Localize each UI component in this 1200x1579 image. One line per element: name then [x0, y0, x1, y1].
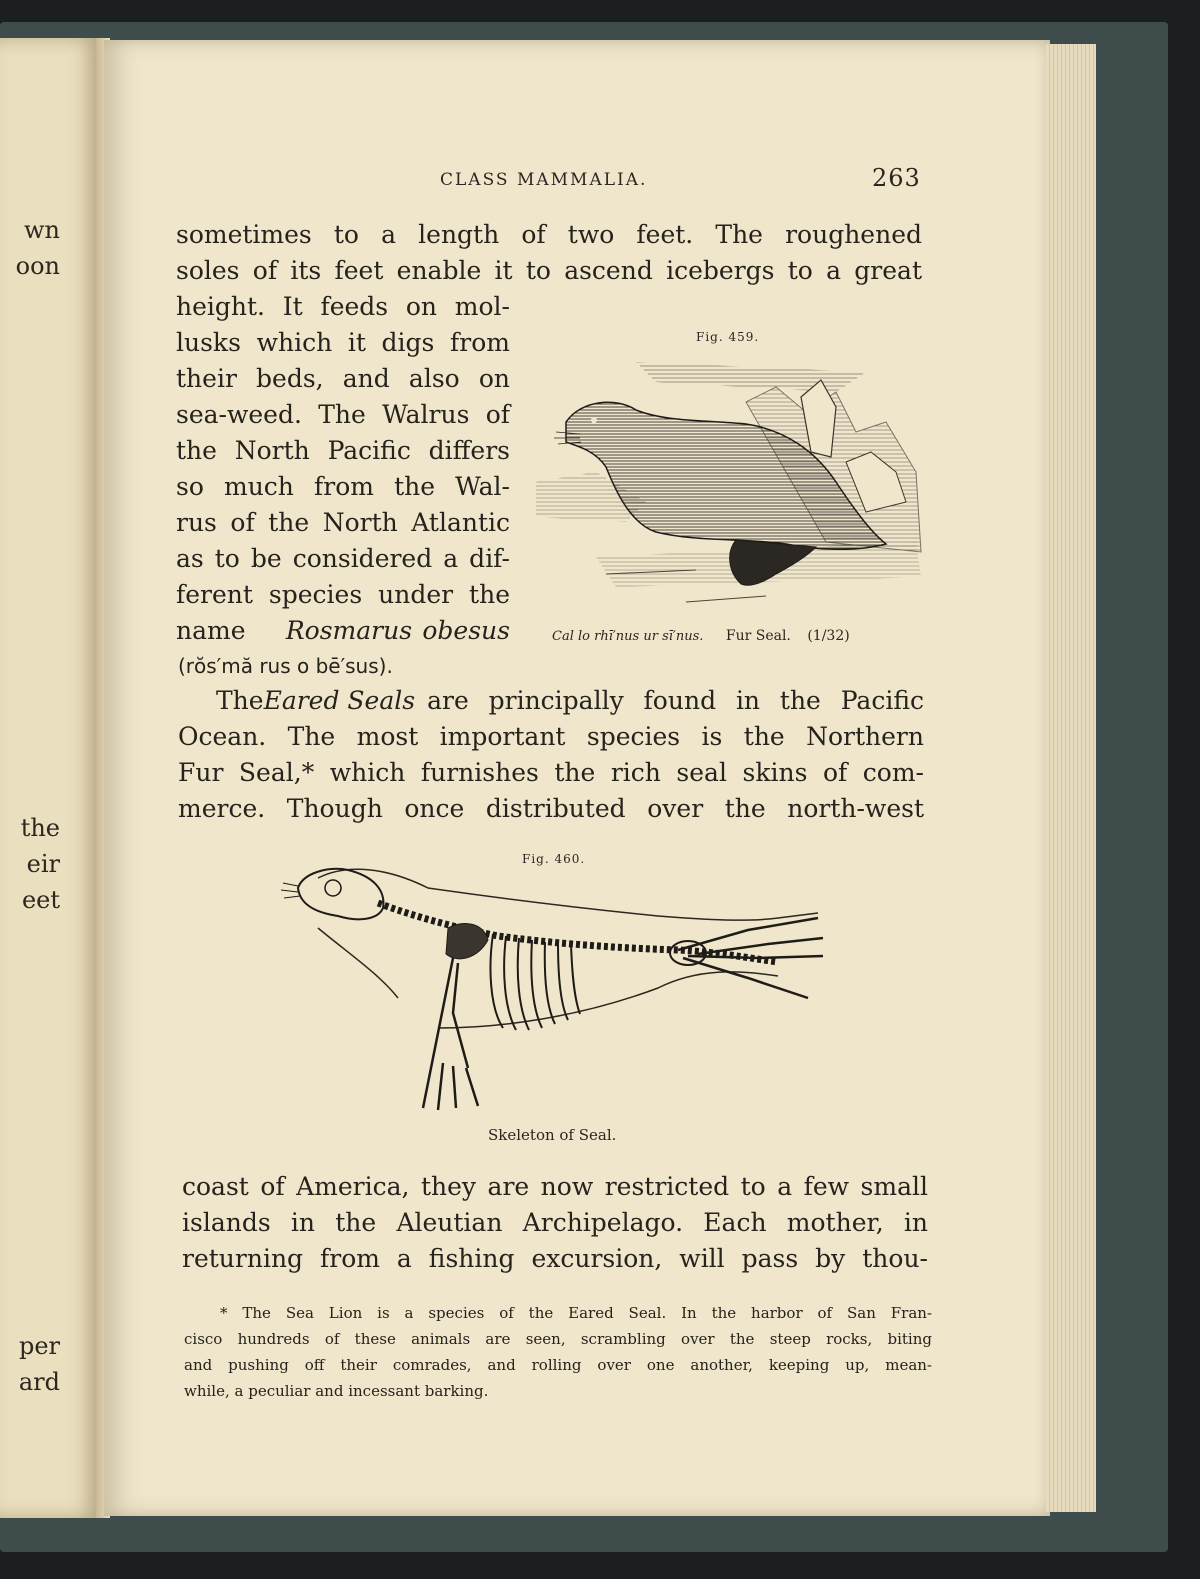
body-line: coast of America, they are now restricted to a few small — [182, 1172, 928, 1201]
footnote-line: and pushing off their comrades, and rolling over one another, keeping up, mean- — [184, 1356, 932, 1374]
body-line: the North Pacific differs — [176, 436, 510, 465]
body-line: Ocean. The most important species is the Northern — [178, 722, 924, 751]
body-line: their beds, and also on — [176, 364, 510, 393]
fur-seal-illustration — [536, 352, 922, 618]
common-name: Fur Seal. — [725, 628, 791, 644]
left-page-fragment: eir — [26, 850, 60, 878]
body-line: as to be considered a dif- — [176, 544, 510, 573]
genus-name: Rosmarus — [285, 616, 413, 645]
para2-suffix: are principally found in the Pacific — [427, 686, 924, 715]
left-page-fragment: ard — [18, 1368, 60, 1396]
left-page-fragment: oon — [15, 252, 60, 280]
body-line: so much from the Wal- — [176, 472, 510, 501]
running-header: CLASS MAMMALIA. — [440, 170, 648, 190]
body-line: ferent species under the — [176, 580, 510, 609]
pronunciation: (rŏs′mă rus o bē′sus). — [178, 654, 393, 678]
page-edges — [1046, 44, 1096, 1512]
body-line: soles of its feet enable it to ascend icebergs to a great — [176, 256, 922, 285]
footnote-line: while, a peculiar and incessant barking. — [184, 1382, 489, 1400]
left-page — [0, 38, 100, 1518]
para2-prefix: The — [216, 686, 264, 715]
body-line: Fur Seal,* which furnishes the rich seal skins of com- — [178, 758, 924, 787]
scale-note: (1/32) — [807, 628, 850, 644]
seal-skeleton-illustration — [278, 858, 830, 1120]
body-line: merce. Though once distributed over the north-west — [178, 794, 924, 823]
eared-seals-term: Eared Seals — [263, 686, 416, 715]
footnote-line: cisco hundreds of these animals are seen, scrambling over the steep rocks, biting — [184, 1330, 932, 1348]
body-line: lusks which it digs from — [176, 328, 510, 357]
name-line — [176, 616, 510, 645]
body-line: islands in the Aleutian Archipelago. Each mother, in — [182, 1208, 928, 1237]
body-line: returning from a fishing excursion, will pass by thou- — [182, 1244, 928, 1273]
para2-first-line — [178, 686, 924, 715]
footnote-line: * The Sea Lion is a species of the Eared Seal. In the harbor of San Fran- — [220, 1304, 932, 1322]
left-page-fragment: per — [18, 1332, 60, 1360]
body-line: rus of the North Atlantic — [176, 508, 510, 537]
name-prefix: name — [176, 616, 246, 645]
page-number: 263 — [872, 164, 921, 192]
body-line: sea-weed. The Walrus of — [176, 400, 510, 429]
left-page-fragment: wn — [24, 216, 60, 244]
figure-459-label: Fig. 459. — [696, 330, 760, 344]
figure-460-label: Fig. 460. — [522, 852, 586, 866]
body-line: height. It feeds on mol- — [176, 292, 510, 321]
left-page-fragment: eet — [21, 886, 60, 914]
figure-459-caption — [552, 628, 850, 644]
species-name: obesus — [422, 616, 510, 645]
figure-460-caption: Skeleton of Seal. — [488, 1126, 617, 1144]
left-page-fragment: the — [20, 814, 60, 842]
scientific-name: Cal lo rhī′nus ur sī′nus. — [552, 629, 704, 644]
body-line: sometimes to a length of two feet. The roughened — [176, 220, 922, 249]
